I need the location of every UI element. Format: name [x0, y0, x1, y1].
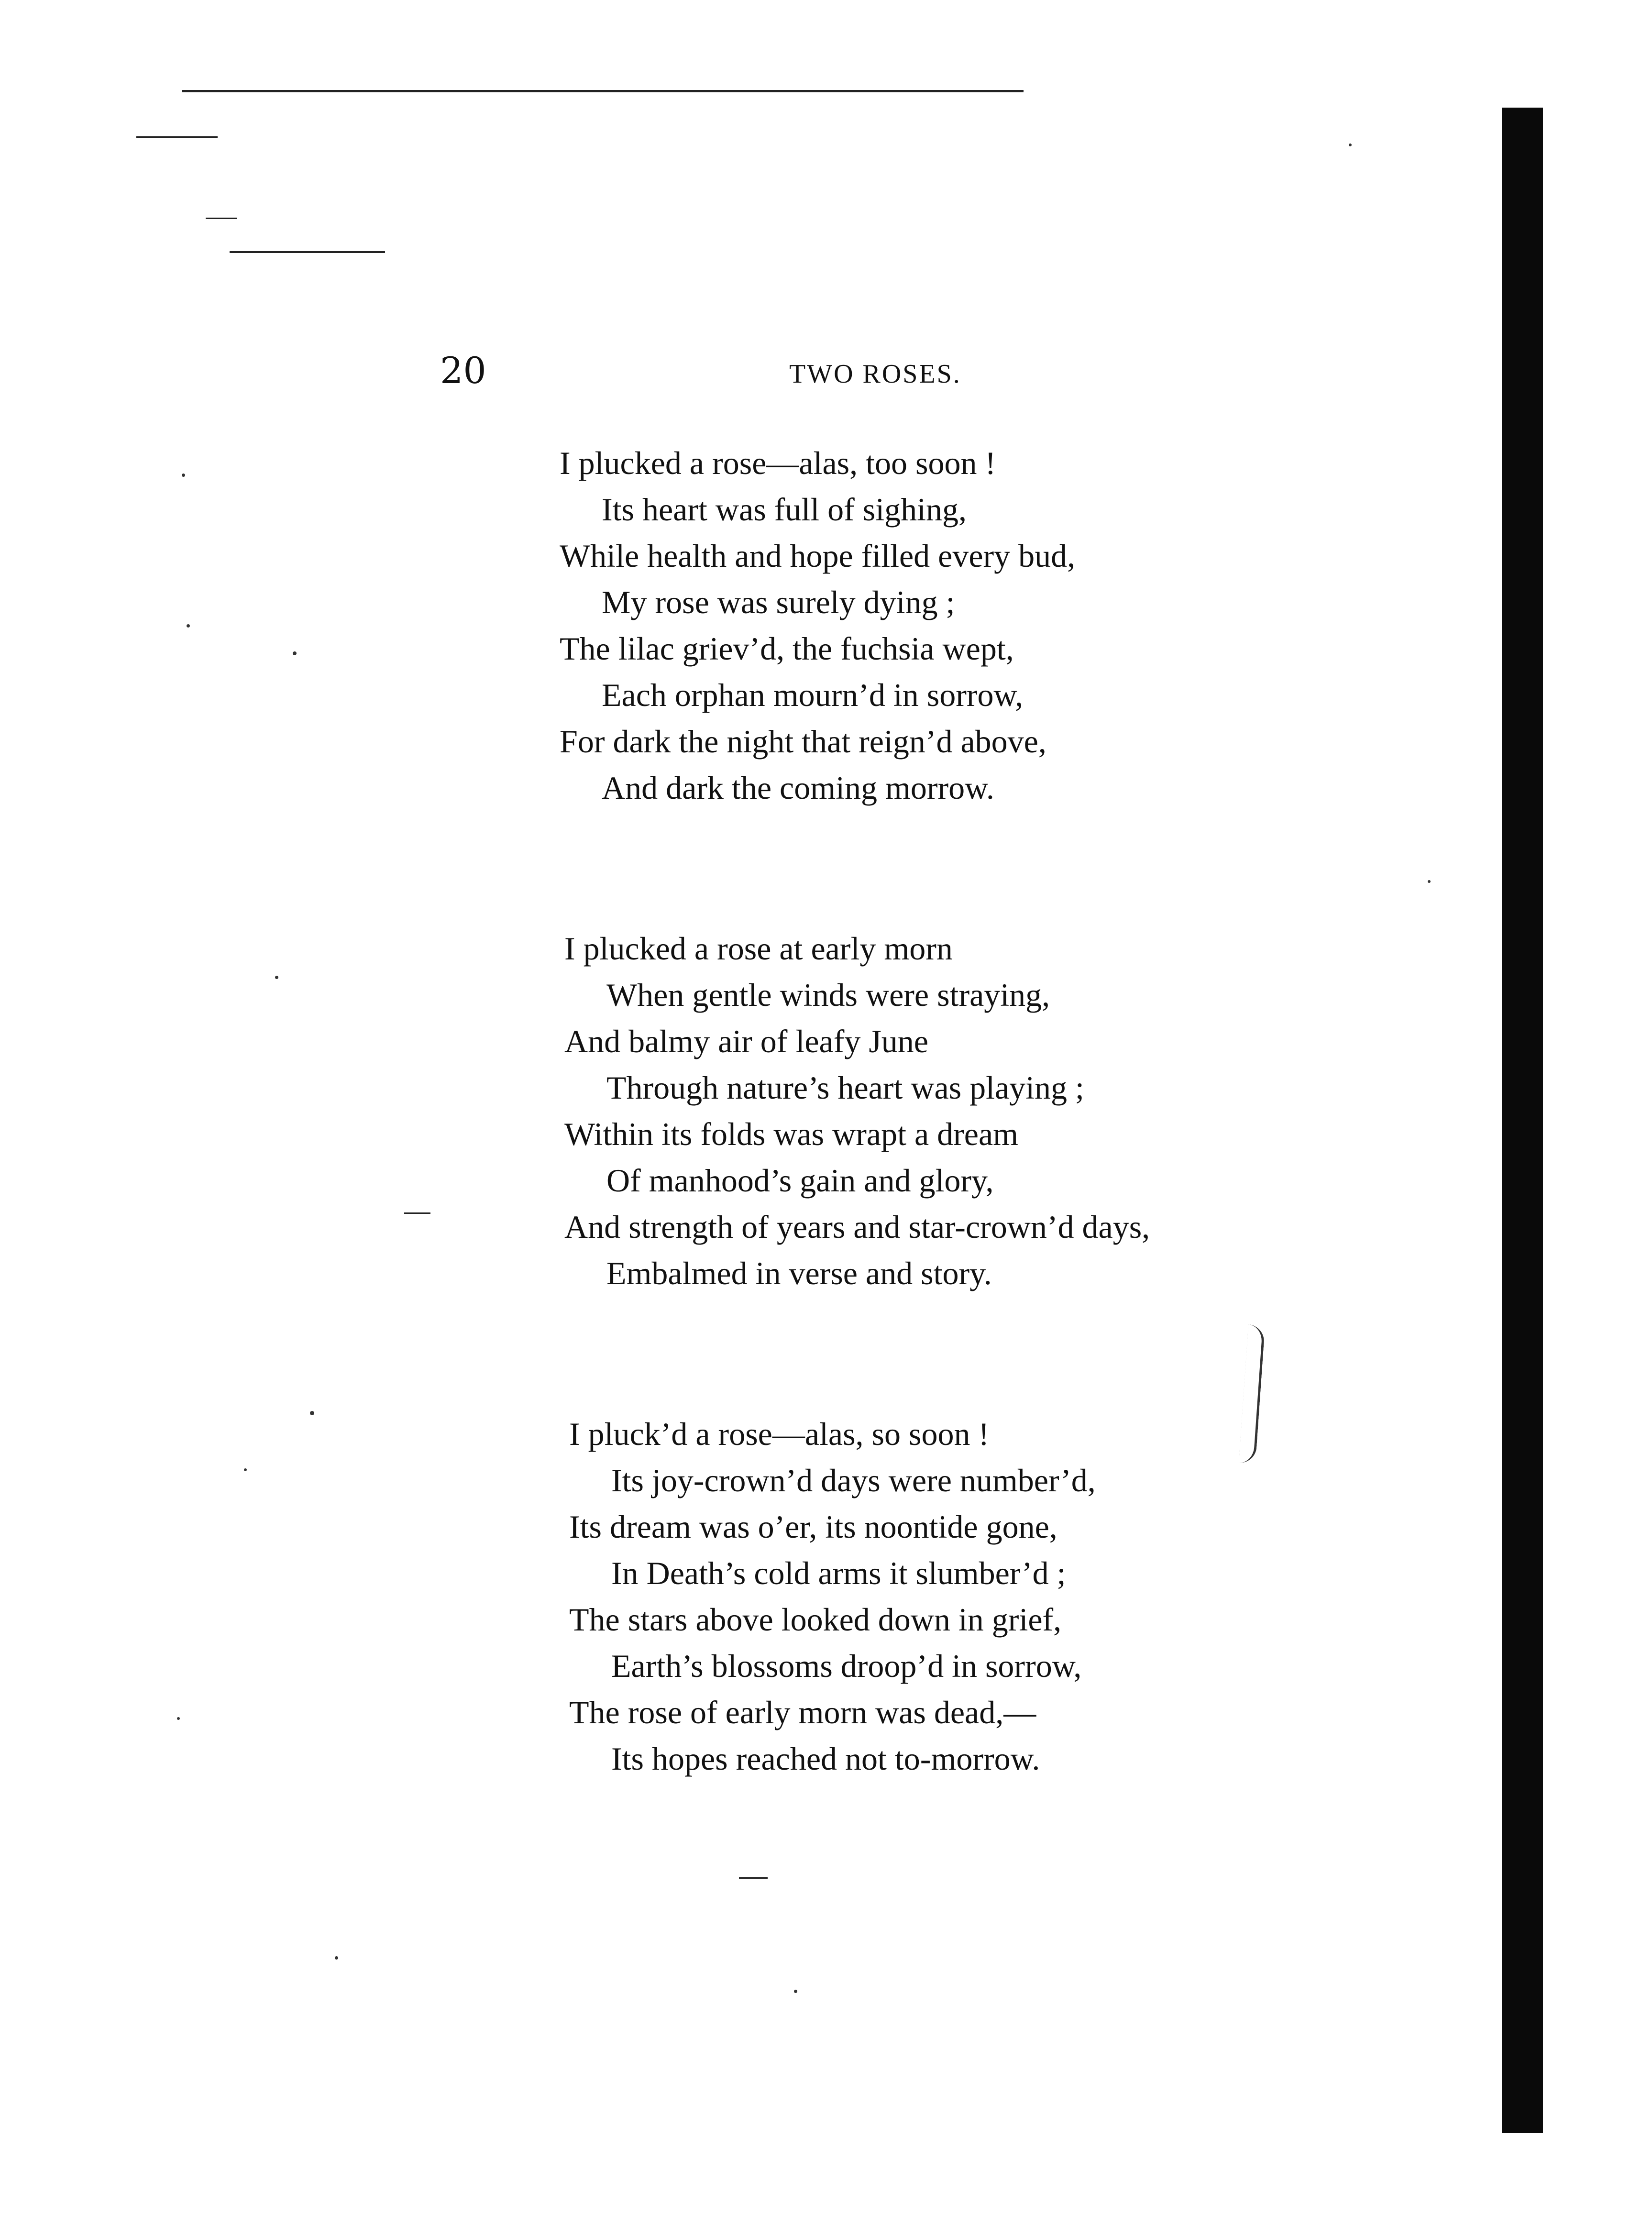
scan-artifact-line	[136, 136, 218, 138]
poem-line: In Death’s cold arms it slumber’d ;	[611, 1555, 1066, 1591]
scan-artifact-line	[230, 251, 385, 253]
scan-speck	[187, 624, 190, 628]
poem-line: I plucked a rose—alas, too soon !	[560, 445, 996, 481]
poem-line: My rose was surely dying ;	[602, 584, 955, 620]
scan-speck	[335, 1956, 338, 1960]
scan-artifact-line	[404, 1212, 430, 1214]
poem-line: Through nature’s heart was playing ;	[606, 1069, 1084, 1106]
poem-line: Its dream was o’er, its noontide gone,	[569, 1509, 1057, 1545]
poem-line: For dark the night that reign’d above,	[560, 723, 1046, 760]
poem-line: I pluck’d a rose—alas, so soon !	[569, 1416, 990, 1452]
poem-line: And balmy air of leafy June	[564, 1023, 928, 1059]
scan-speck	[310, 1411, 314, 1415]
scan-artifact-line	[206, 218, 237, 219]
poem-line: Its heart was full of sighing,	[602, 491, 967, 528]
scan-speck	[1349, 143, 1352, 146]
poem-line: Each orphan mourn’d in sorrow,	[602, 677, 1024, 713]
poem-line: And strength of years and star-crown’d days,	[564, 1209, 1150, 1245]
scan-speck	[293, 651, 297, 655]
scan-speck	[182, 474, 185, 477]
poem-line: The lilac griev’d, the fuchsia wept,	[560, 630, 1014, 667]
poem-line: Embalmed in verse and story.	[606, 1255, 992, 1291]
poem-line: And dark the coming morrow.	[602, 770, 994, 806]
poem-line: The stars above looked down in grief,	[569, 1601, 1062, 1638]
poem-line: I plucked a rose at early morn	[564, 930, 953, 967]
poem-line: Of manhood’s gain and glory,	[606, 1162, 994, 1199]
margin-bracket-mark	[1239, 1324, 1265, 1464]
scan-speck	[244, 1468, 247, 1471]
poem-line: While health and hope filled every bud,	[560, 538, 1076, 574]
page-number: 20	[440, 349, 486, 392]
scan-speck	[275, 976, 278, 979]
scan-speck	[177, 1717, 180, 1720]
poem-line: When gentle winds were straying,	[606, 977, 1050, 1013]
scan-artifact-line	[739, 1877, 768, 1879]
poem-line: The rose of early morn was dead,—	[569, 1694, 1036, 1730]
stanza-2	[564, 925, 1150, 1297]
scan-speck	[794, 1990, 797, 1993]
poem-line: Its hopes reached not to-morrow.	[611, 1740, 1040, 1777]
page-header	[0, 349, 1652, 397]
poem-line: Within its folds was wrapt a dream	[564, 1116, 1019, 1152]
scan-artifact-line	[182, 90, 1024, 92]
scan-speck	[1428, 880, 1431, 883]
stanza-3	[569, 1411, 1096, 1782]
stanza-1	[560, 440, 1075, 811]
scan-edge-bar	[1502, 108, 1543, 2133]
poem-line: Its joy-crown’d days were number’d,	[611, 1462, 1096, 1498]
running-title: TWO ROSES.	[789, 359, 961, 389]
poem-line: Earth’s blossoms droop’d in sorrow,	[611, 1648, 1082, 1684]
